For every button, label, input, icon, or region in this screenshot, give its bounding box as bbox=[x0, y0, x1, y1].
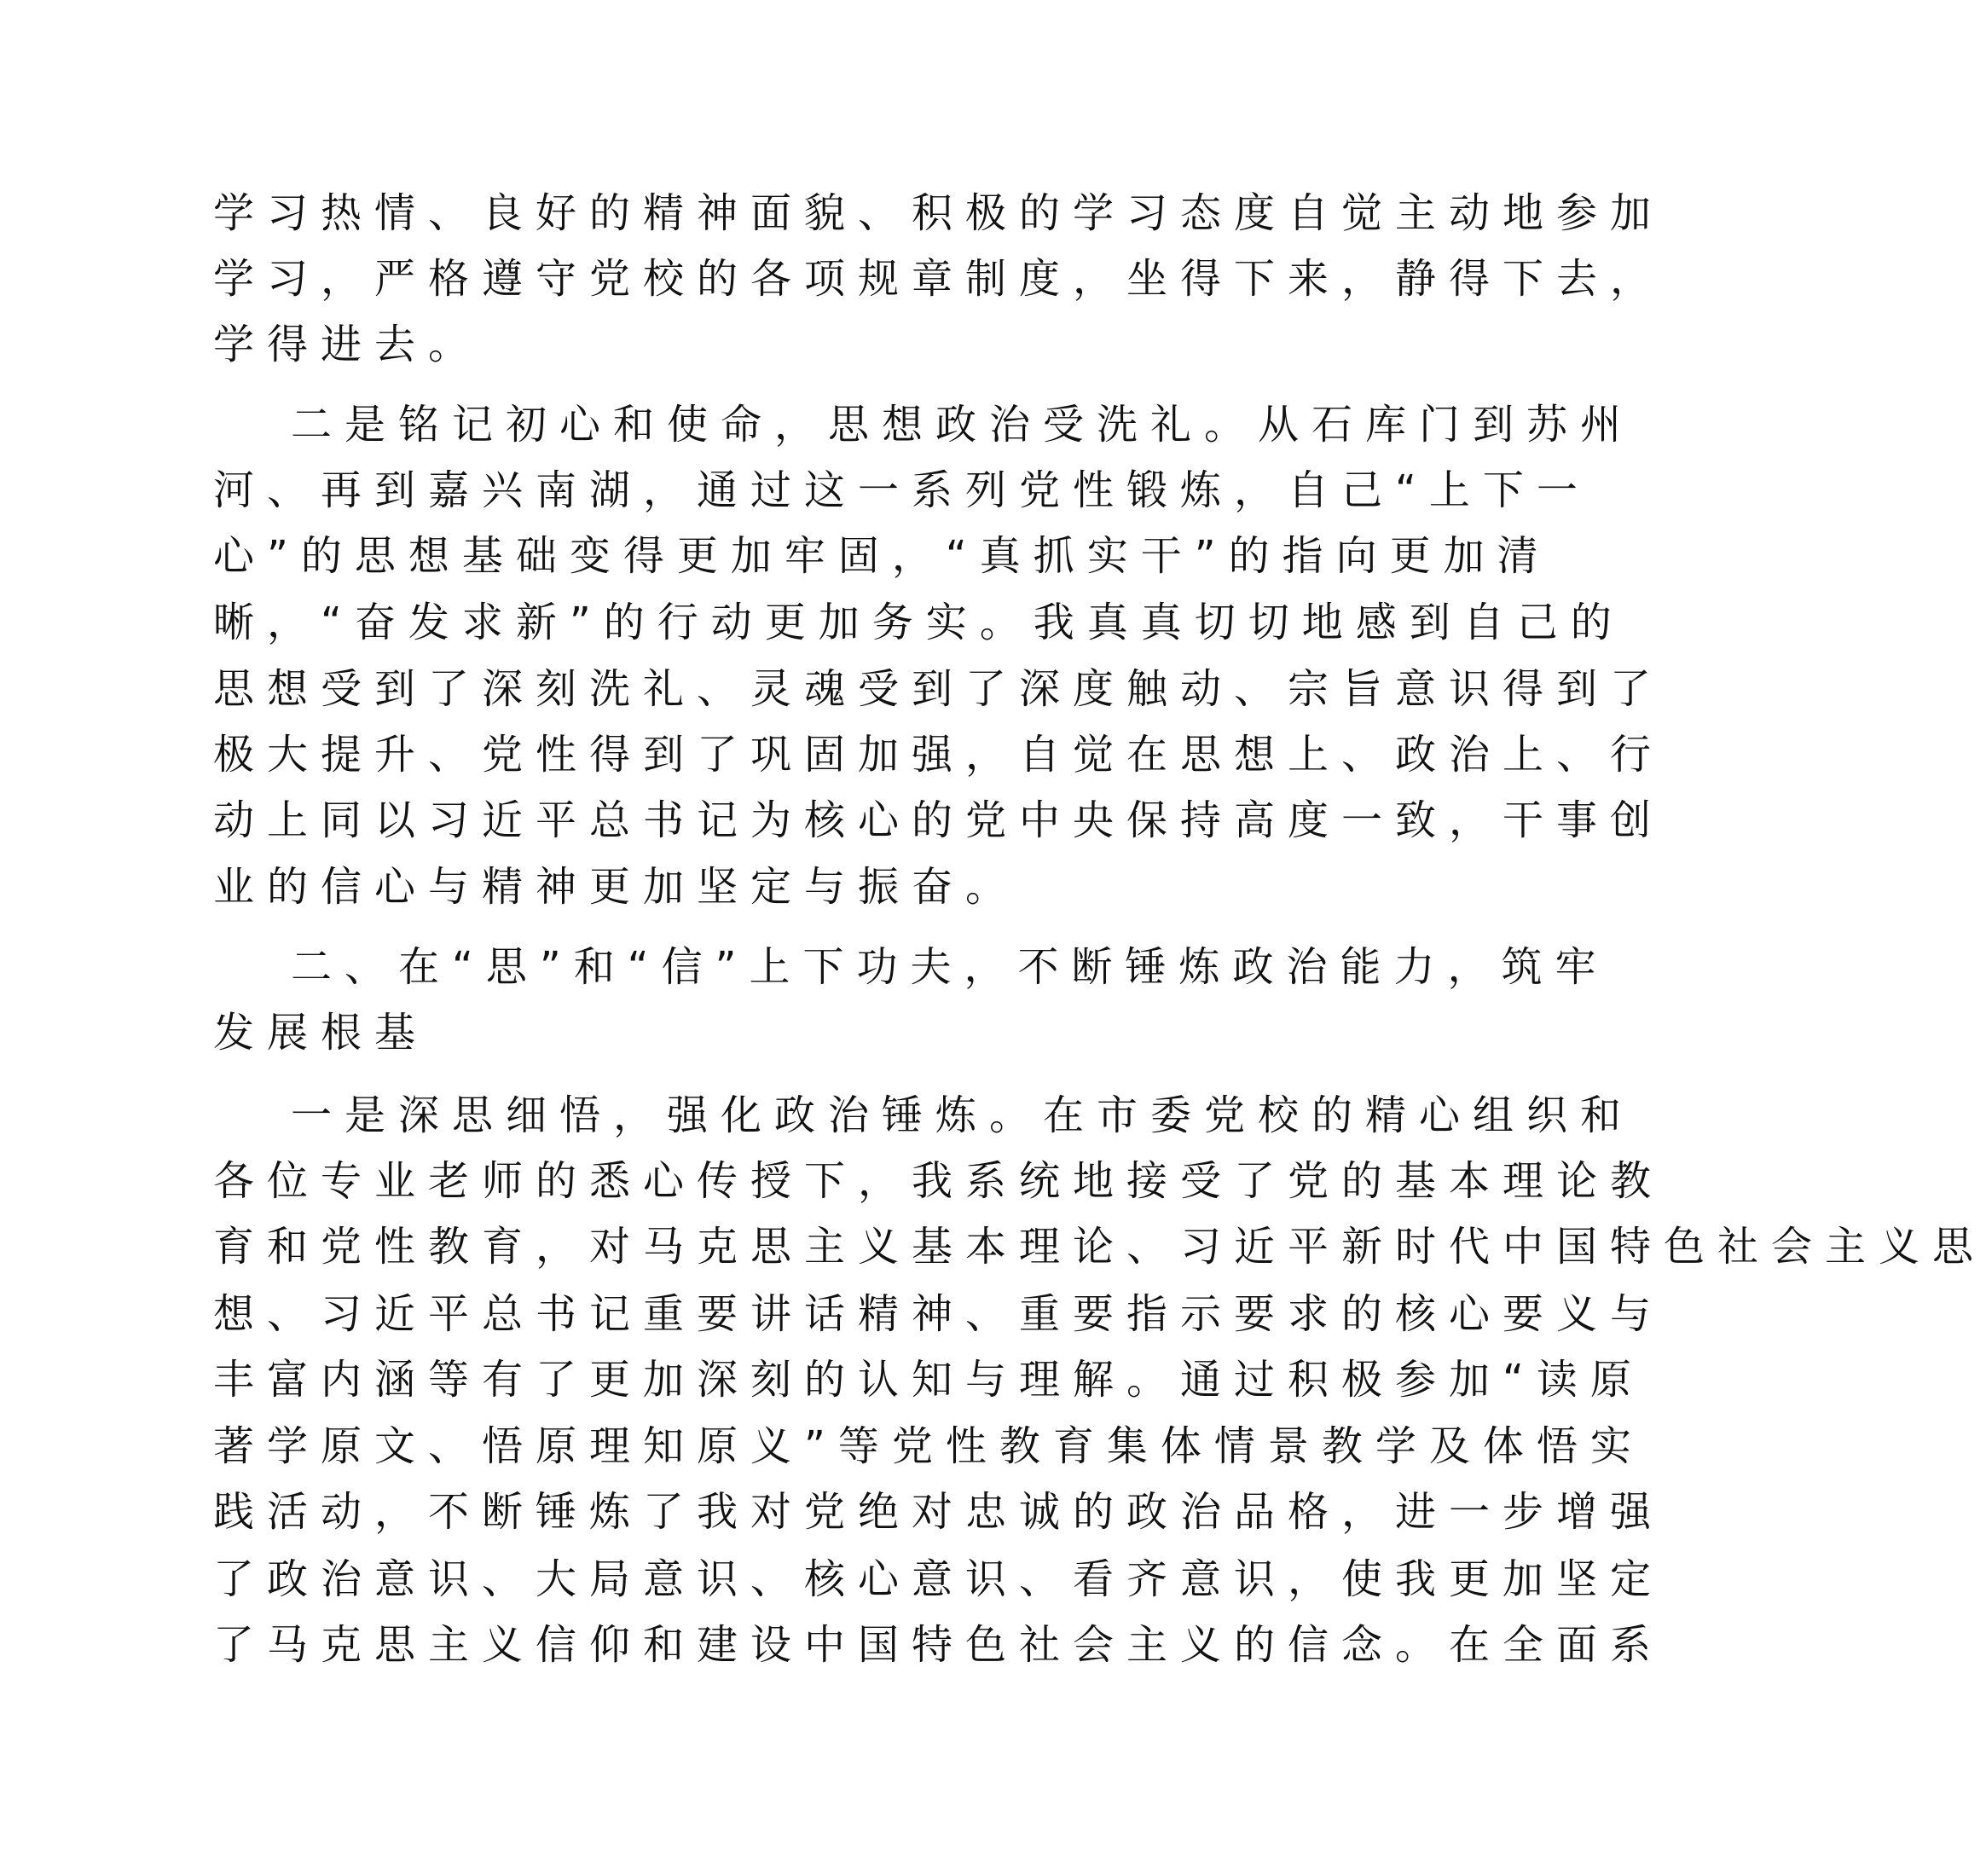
text-line: 学习热情、良好的精神面貌、积极的学习态度自觉主动地参加 bbox=[213, 189, 1665, 237]
text-line: 著学原文、悟原理知原义”等党性教育集体情景教学及体悟实 bbox=[213, 1422, 1644, 1470]
text-line: 想、习近平总书记重要讲话精神、重要指示要求的核心要义与 bbox=[213, 1290, 1665, 1338]
text-line: 河、再到嘉兴南湖，通过这一系列党性锻炼，自己“上下一 bbox=[213, 466, 1590, 514]
text-line: 极大提升、党性得到了巩固加强，自觉在思想上、政治上、行 bbox=[213, 731, 1665, 779]
text-line: 丰富内涵等有了更加深刻的认知与理解。通过积极参加“读原 bbox=[213, 1356, 1644, 1404]
text-line: 心”的思想基础变得更加牢固，“真抓实干”的指向更加清 bbox=[213, 532, 1551, 580]
section-heading: 二、在“思”和“信”上下功夫，不断锤炼政治能力，筑牢 bbox=[291, 943, 1609, 991]
text-line: 动上同以习近平总书记为核心的党中央保持高度一致，干事创 bbox=[213, 796, 1665, 844]
text-line: 晰，“奋发求新”的行动更加务实。我真真切切地感到自己的 bbox=[213, 599, 1624, 646]
section-heading-cont: 发展根基 bbox=[213, 1009, 429, 1057]
text-line: 思想受到了深刻洗礼、灵魂受到了深度触动、宗旨意识得到了 bbox=[213, 665, 1665, 713]
text-line: 了政治意识、大局意识、核心意识、看齐意识，使我更加坚定 bbox=[213, 1555, 1665, 1603]
text-line: 学习，严格遵守党校的各项规章制度，坐得下来，静得下去， bbox=[213, 255, 1665, 303]
paragraph-first-line: 一是深思细悟，强化政治锤炼。在市委党校的精心组织和 bbox=[291, 1091, 1635, 1139]
paragraph-first-line: 二是铭记初心和使命，思想政治受洗礼。从石库门到苏州 bbox=[291, 401, 1635, 449]
text-line: 各位专业老师的悉心传授下，我系统地接受了党的基本理论教 bbox=[213, 1157, 1665, 1205]
text-line: 业的信心与精神更加坚定与振奋。 bbox=[213, 863, 1020, 911]
text-line: 了马克思主义信仰和建设中国特色社会主义的信念。在全面系 bbox=[213, 1621, 1665, 1669]
text-line: 践活动，不断锤炼了我对党绝对忠诚的政治品格，进一步增强 bbox=[213, 1488, 1665, 1536]
text-line: 育和党性教育，对马克思主义基本理论、习近平新时代中国特色社会主义思 bbox=[213, 1223, 1986, 1271]
text-line: 学得进去。 bbox=[213, 321, 483, 368]
